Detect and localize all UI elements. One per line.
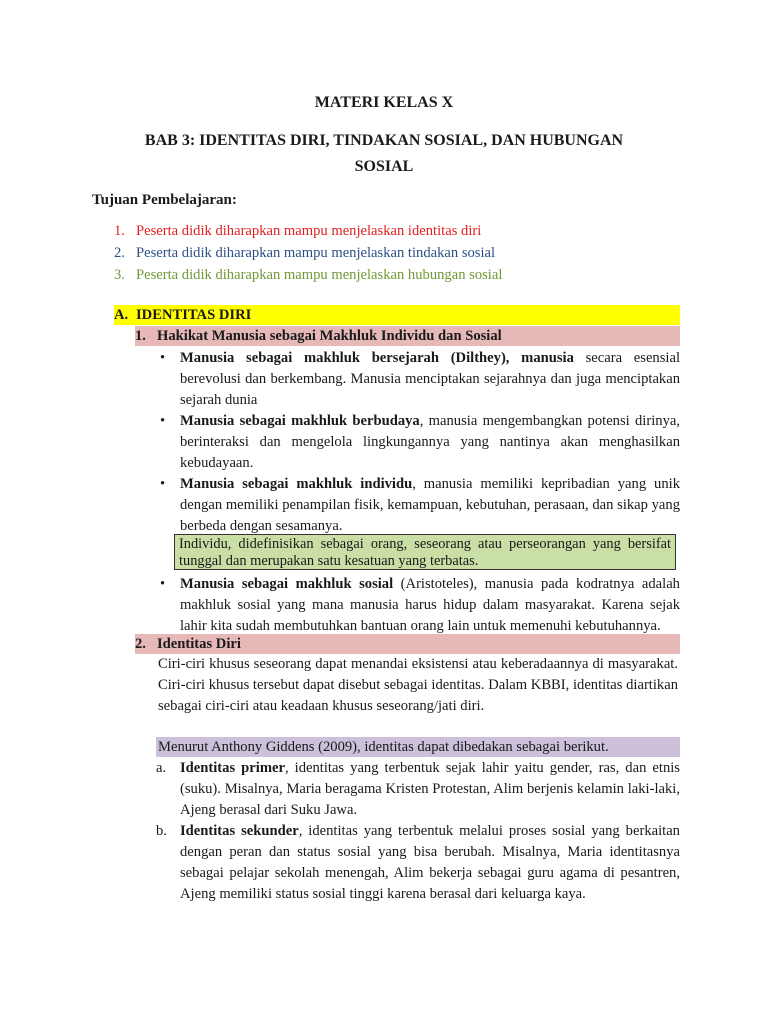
bullet-text: (Aristoteles), manusia pada kodratnya adalah makhluk sosial yang mana manusia harus hidup dalam masyarakat. Karena sejak lahir kita sudah membutuhkan bantuan orang lain untuk memenuhi kebutuhannya. — [180, 576, 680, 634]
goals-heading: Tujuan Pembelajaran: — [92, 192, 237, 208]
goal-item — [114, 242, 674, 264]
subsection-title: Hakikat Manusia sebagai Makhluk Individu dan Sosial — [157, 328, 502, 344]
chapter-title-line1: BAB 3: IDENTITAS DIRI, TINDAKAN SOSIAL, DAN HUBUNGAN — [144, 132, 624, 149]
bullet-item — [156, 574, 680, 637]
document-title: MATERI KELAS X — [314, 94, 454, 111]
bullet-bold: Manusia sebagai makhluk individu — [180, 476, 413, 492]
goal-item — [114, 220, 674, 242]
goal-text: Peserta didik diharapkan mampu menjelaskan tindakan sosial — [136, 245, 496, 261]
subsection-number: 1. — [135, 328, 146, 344]
bullet-icon: • — [160, 413, 166, 429]
chapter-title-line2: SOSIAL — [354, 158, 414, 175]
identity-type-secondary — [156, 821, 680, 905]
bullet-bold: Manusia sebagai makhluk berbudaya — [180, 413, 420, 429]
item-text: , identitas yang terbentuk melalui proses sosial yang berkaitan dengan peran dan status sosial yang bisa berubah. Misalnya, Maria identitasnya sebagai pelajar sekolah menengah, Alim bekerja sebagai guru agama di pesantren, Ajeng memiliki status sosial tinggi karena berasal dari keluarga kaya. — [180, 823, 680, 902]
bullet-text: , manusia memiliki kepribadian yang unik dengan memiliki penampilan fisik, kemampuan, kebutuhan, perasaan, dan sikap yang berbeda dengan sesamanya. — [180, 476, 680, 534]
goal-number: 1. — [114, 223, 125, 239]
item-text: , identitas yang terbentuk sejak lahir yaitu gender, ras, dan etnis (suku). Misalnya, Maria beragama Kristen Protestan, Alim berjenis kelamin laki-laki, Ajeng berasal dari Suku Jawa. — [180, 760, 680, 818]
goal-number: 3. — [114, 267, 125, 283]
identity-paragraph: Ciri-ciri khusus seseorang dapat menandai eksistensi atau keberadaannya di masyarakat. Ciri-ciri khusus tersebut dapat disebut sebagai identitas. Dalam KBBI, identitas diartikan sebagai ciri-ciri atau keadaan khusus seseorang/jati diri. — [158, 656, 678, 714]
section-title: IDENTITAS DIRI — [136, 307, 252, 323]
goals-list — [114, 220, 674, 286]
giddens-intro: Menurut Anthony Giddens (2009), identitas dapat dibedakan sebagai berikut. — [156, 737, 680, 757]
bullet-bold: Manusia sebagai makhluk bersejarah (Dilthey), manusia — [180, 350, 574, 366]
item-label: a. — [156, 760, 167, 776]
bullet-icon: • — [160, 576, 166, 592]
goal-text: Peserta didik diharapkan mampu menjelaskan hubungan sosial — [136, 267, 503, 283]
identity-type-item — [156, 821, 680, 905]
identity-type-item — [156, 758, 680, 821]
goal-item — [114, 264, 674, 286]
human-nature-bullets — [156, 348, 680, 537]
individu-definition-box: Individu, didefinisikan sebagai orang, seseorang atau perseorangan yang bersifat tunggal dan merupakan satu kesatuan yang terbatas. — [174, 534, 676, 570]
bullet-icon: • — [160, 476, 166, 492]
section-a-heading — [114, 305, 680, 325]
item-bold: Identitas sekunder — [180, 823, 299, 839]
bullet-item — [156, 348, 680, 411]
goal-number: 2. — [114, 245, 125, 261]
bullet-bold: Manusia sebagai makhluk sosial — [180, 576, 394, 592]
bullet-item — [156, 474, 680, 537]
item-bold: Identitas primer — [180, 760, 285, 776]
bullet-item — [156, 411, 680, 474]
chapter-title — [0, 128, 768, 180]
bullet-text: secara esensial berevolusi dan berkembang. Manusia menciptakan sejarahnya dan juga menciptakan sejarah dunia — [180, 350, 680, 408]
subsection-2-heading — [135, 634, 680, 654]
social-bullet — [156, 574, 680, 637]
subsection-number: 2. — [135, 636, 146, 652]
item-label: b. — [156, 823, 167, 839]
subsection-1-heading — [135, 326, 680, 346]
subsection-title: Identitas Diri — [157, 636, 241, 652]
goal-text: Peserta didik diharapkan mampu menjelaskan identitas diri — [136, 223, 482, 239]
bullet-text: , manusia mengembangkan potensi dirinya, berinteraksi dan mengelola lingkungannya yang nantinya akan menghasilkan kebudayaan. — [180, 413, 680, 471]
identity-type-primary — [156, 758, 680, 821]
bullet-icon: • — [160, 350, 166, 366]
section-letter: A. — [114, 307, 129, 323]
